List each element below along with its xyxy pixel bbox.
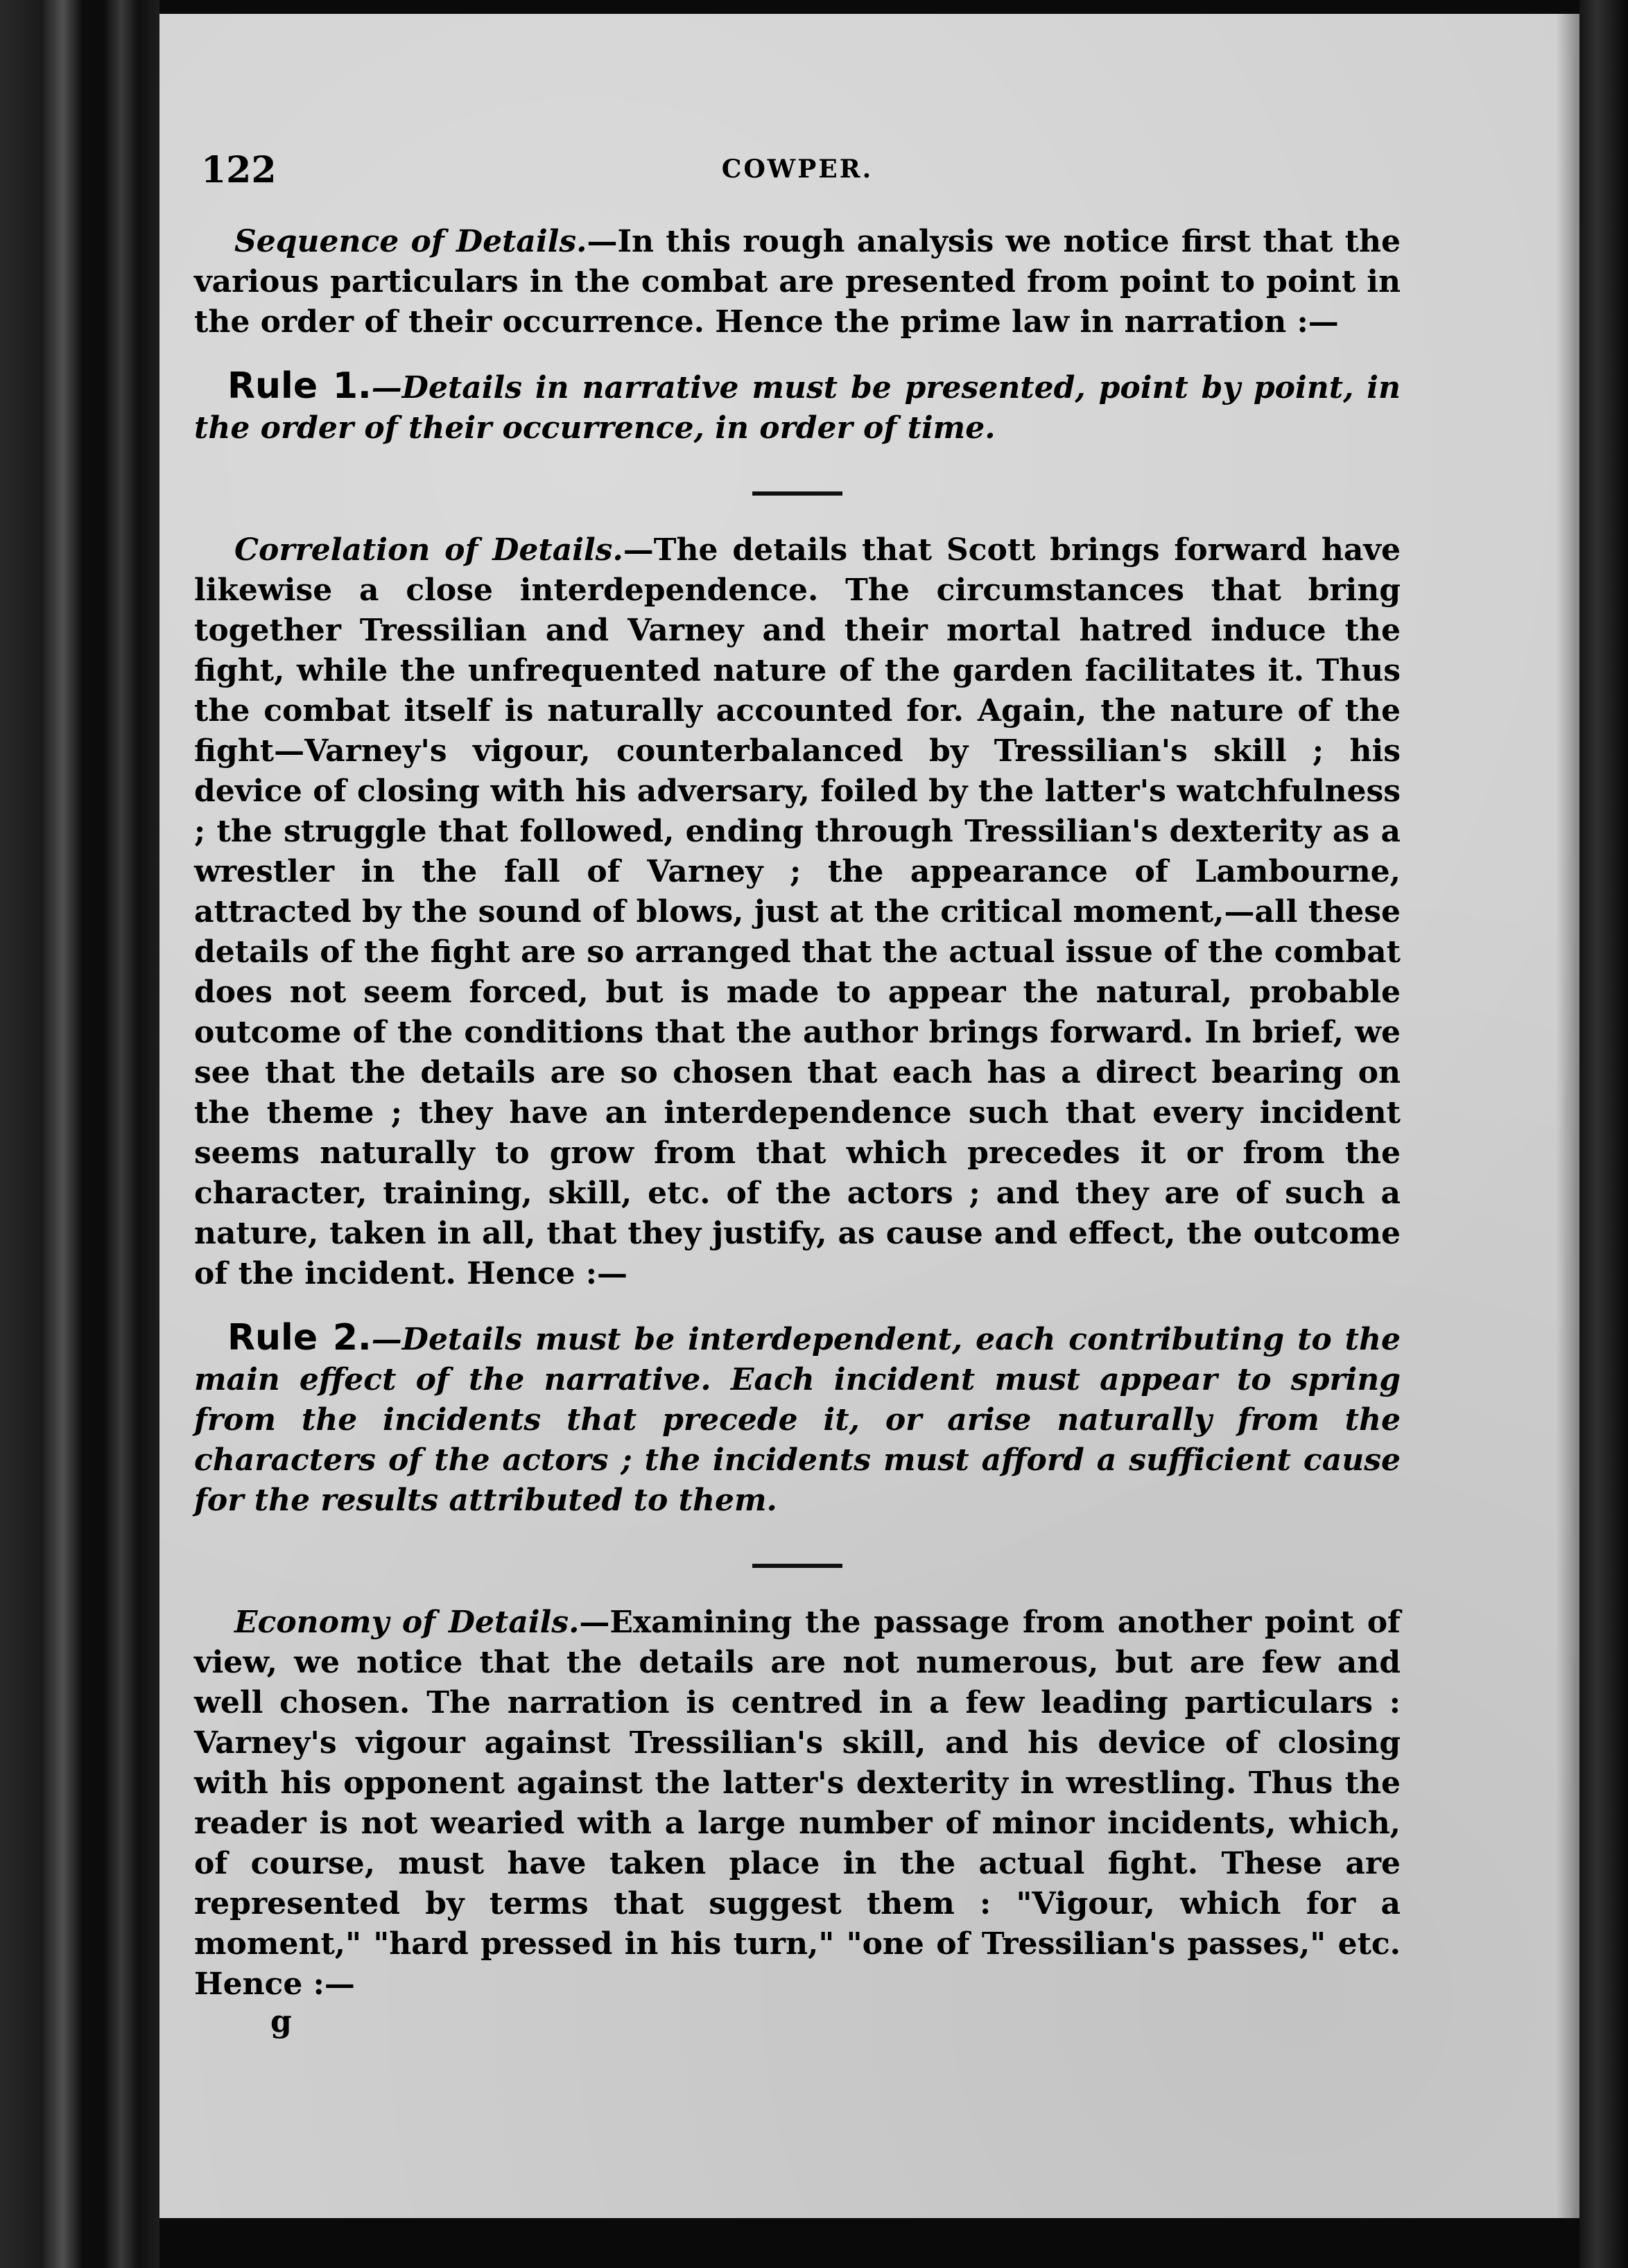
sidehead-sequence: Sequence of Details.: [234, 224, 587, 259]
spacer: [194, 342, 1401, 366]
signature-mark: g: [270, 2004, 292, 2039]
paragraph-economy-of-details: [194, 1603, 1401, 2005]
rule-label: Rule 1.: [227, 365, 372, 407]
page-edge-shadow: [1556, 14, 1579, 2218]
scan-left-border: [0, 0, 159, 2268]
rule-1: [194, 366, 1401, 448]
page-number: 122: [201, 149, 277, 191]
rule-text: —Details in narrative must be presented, point by point, in the order of their occurrence, in order of time.: [194, 370, 1401, 446]
running-head: COWPER.: [721, 155, 874, 184]
page-header: [201, 149, 1283, 198]
rule-2: [194, 1318, 1401, 1521]
section-divider: [752, 491, 842, 496]
rule-label: Rule 2.: [227, 1317, 372, 1359]
rule-text: —Details must be interdependent, each contributing to the main effect of the narrative. Each incident must appear to spring from the incidents that precede it, or arise naturally from the characters of the actors ; the incidents must afford a sufficient cause for the results attributed to them.: [194, 1322, 1401, 1518]
section-divider: [752, 1564, 842, 1568]
sidehead-correlation: Correlation of Details.: [234, 532, 623, 568]
paragraph-text: —The details that Scott brings forward have likewise a close interdependence. The circumstances that bring together Tressilian and Varney and their mortal hatred induce the fight, while the unfrequented nature of the garden facilitates it. Thus the combat itself is naturally accounted for. Again, the nature of the fight—Varney's vigour, counterbalanced by Tressilian's skill ; his device of closing with his adversary, foiled by the latter's watchfulness ; the struggle that followed, ending through Tressilian's dexterity as a wrestler in the fall of Varney ; the appearance of Lambourne, attracted by the sound of blows, just at the critical moment,—all these details of the fight are so arranged that the actual issue of the combat does not seem forced, but is made to appear the natural, probable outcome of the conditions that the author brings forward. In brief, we see that the details are so chosen that each has a direct bearing on the theme ; they have an interdependence such that every incident seems naturally to grow from that which precedes it or from the character, training, skill, etc. of the actors ; and they are of such a nature, taken in all, that they justify, as cause and effect, the outcome of the incident. Hence :—: [194, 532, 1401, 1291]
paragraph-text: —Examining the passage from another point of view, we notice that the details are not numerous, but are few and well chosen. The narration is centred in a few leading particulars : Varney's vigour against Tressilian's skill, and his device of closing with his opponent against the latter's dexterity in wrestling. Thus the reader is not wearied with a large number of minor incidents, which, of course, must have taken place in the actual fight. These are represented by terms that suggest them : "Vigour, which for a moment," "hard pressed in his turn," "one of Tressilian's passes," etc. Hence :—: [194, 1605, 1401, 2002]
spacer: [194, 1294, 1401, 1318]
paragraph-text: —In this rough analysis we notice first that the various particulars in the combat are presented from point to point in the order of their occurrence. Hence the prime law in narration :—: [194, 224, 1401, 340]
sidehead-economy: Economy of Details.: [234, 1605, 580, 1640]
body-text: [194, 222, 1401, 2039]
scan-right-border: [1579, 0, 1628, 2268]
paragraph-sequence-of-details: [194, 222, 1401, 342]
paragraph-correlation-of-details: [194, 530, 1401, 1294]
